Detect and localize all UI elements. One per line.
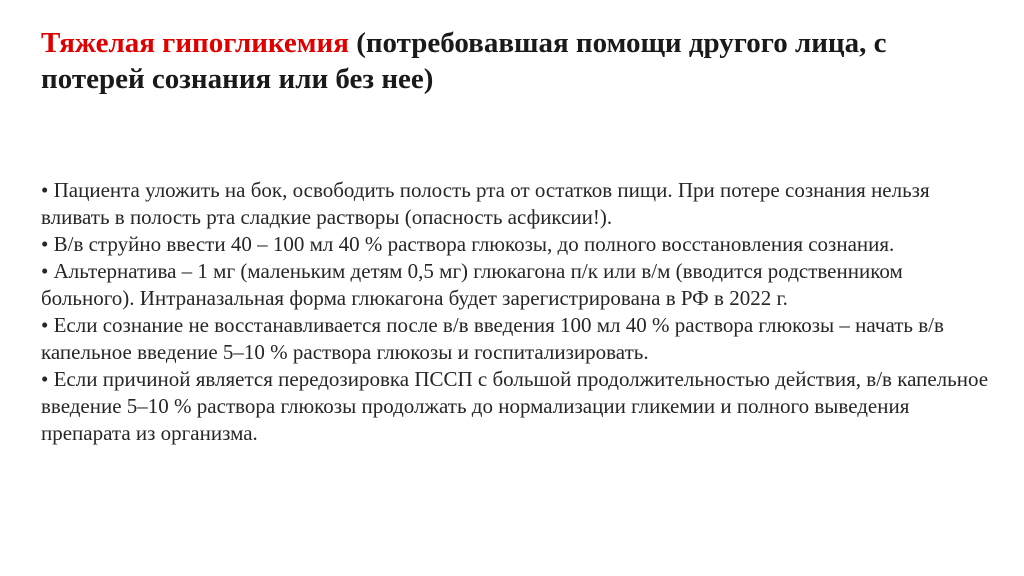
bullet-item: • В/в струйно ввести 40 – 100 мл 40 % раствора глюкозы, до полного восстановления сознания. (41, 232, 895, 256)
title-highlight: Тяжелая гипогликемия (41, 27, 349, 59)
bullet-item: • Пациента уложить на бок, освободить полость рта от остатков пищи. При потере сознания нельзя вливать в полость рта сладкие растворы (опасность асфиксии!). (41, 178, 930, 229)
bullet-list (41, 177, 996, 447)
slide-title (41, 25, 991, 97)
bullet-item: • Если сознание не восстанавливается после в/в введения 100 мл 40 % раствора глюкозы – начать в/в капельное введение 5–10 % раствора глюкозы и госпитализировать. (41, 313, 944, 364)
bullet-item: • Альтернатива – 1 мг (маленьким детям 0,5 мг) глюкагона п/к или в/м (вводится родственником больного). Интраназальная форма глюкагона будет зарегистрирована в РФ в 2022 г. (41, 259, 903, 310)
bullet-item: • Если причиной является передозировка ПССП с большой продолжительностью действия, в/в капельное введение 5–10 % раствора глюкозы продолжать до нормализации гликемии и полного выведения препарата из организма. (41, 367, 989, 445)
title-rest: (потребовавшая помощи другого лица, с потерей сознания или без нее) (41, 27, 887, 95)
